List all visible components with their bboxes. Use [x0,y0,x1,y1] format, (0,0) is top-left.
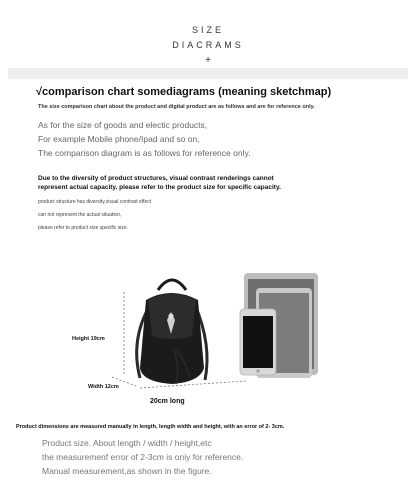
bold-line-2: represent actual capacity. please refer to the product size for specific capacity. [38,184,281,191]
divider-bar [8,68,408,79]
small-line-1: product structure has diversity,visual contrast effect [38,199,152,205]
height-label: Height 19cm [72,336,105,342]
header-diagrams: DIACRAMS [172,40,244,50]
grey-line-1: As for the size of goods and electic products, [38,120,208,130]
backpack-illustration [137,280,207,384]
header-size: SIZE [191,25,224,35]
footer-line-3: Manual measurement,as shown in the figure. [42,466,212,476]
bold-line-1: Due to the diversity of product structures, visual contrast renderings cannot [38,175,274,182]
header-plus: + [205,55,211,66]
small-line-3: please refer to product size specific size. [38,225,129,231]
section-title: √comparison chart somediagrams (meaning sketchmap) [36,86,332,98]
length-label: 20cm long [150,398,185,405]
grey-line-2: For example Mobile phone/Ipad and so on, [38,134,200,144]
phone-illustration [240,309,276,375]
width-label: Width 12cm [88,384,119,390]
size-comparison-diagram [0,250,416,420]
length-dimension-line [140,381,246,388]
reference-note: The size comparison chart about the product and digital product are as follows and are for reference only. [38,104,315,110]
dimensions-note: Product dimensions are measured manually in length, length width and height, with an error of 2- 3cm. [16,424,285,430]
footer-line-1: Product size. About length / width / height,etc [42,438,212,448]
grey-line-3: The comparison diagram is as follows for reference only. [38,148,251,158]
footer-line-2: the measuremenf error of 2-3cm is oniy for reference. [42,452,244,462]
small-line-2: can not represent the actual situation, [38,212,122,218]
